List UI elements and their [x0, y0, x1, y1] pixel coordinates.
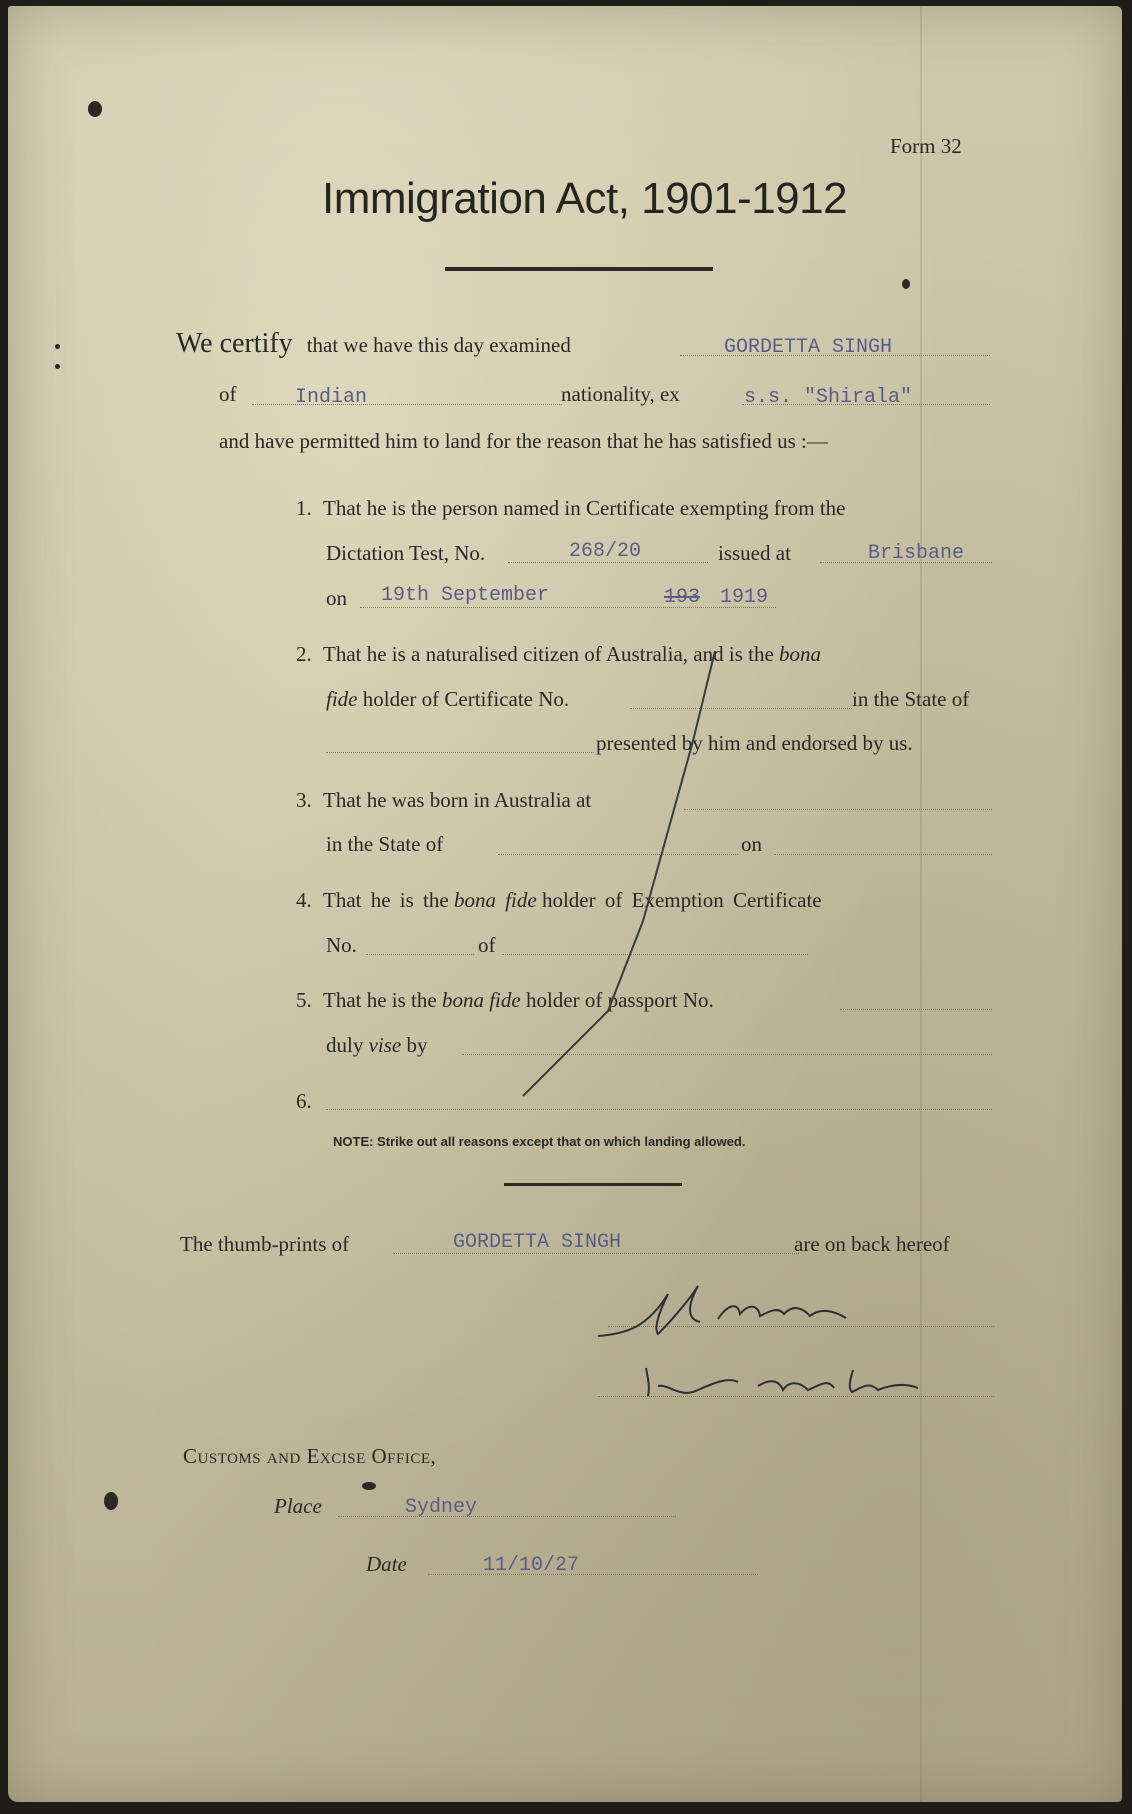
ink-speck	[55, 364, 60, 369]
intro-line-3: and have permitted him to land for the reason that he has satisfied us :—	[219, 429, 828, 453]
reason-3-number: 3.	[296, 788, 312, 812]
reason-5-by: by	[406, 1033, 428, 1057]
intro-line-2-text: nationality, ex	[561, 382, 680, 406]
fold-line	[920, 6, 922, 1802]
strike-out-line	[503, 641, 763, 1101]
passport-no-line	[840, 1009, 992, 1010]
ink-speck	[88, 101, 102, 117]
reason-2-fide: fide	[326, 687, 358, 711]
ship-field: s.s. "Shirala"	[744, 386, 913, 409]
reason-4-no: No.	[326, 933, 357, 957]
reason-1-line-1: That he is the person named in Certificate exempting from the	[323, 496, 846, 520]
title-underline	[445, 267, 713, 271]
reason-4-number: 4.	[296, 888, 312, 912]
form-number: Form 32	[890, 134, 962, 158]
date-label: Date	[366, 1552, 407, 1576]
reason-4-bona-fide: bona fide	[453, 888, 537, 912]
year-struck-out: 193	[664, 586, 701, 609]
ink-speck	[55, 344, 60, 349]
reason-2-holder-text: holder of Certificate No.	[362, 687, 570, 711]
thumb-prints-name: GORDETTA SINGH	[453, 1231, 622, 1254]
ink-speck	[362, 1482, 376, 1490]
reason-2-line-1: That he is a naturalised citizen of Australia, and is the	[323, 642, 774, 666]
born-date-line	[774, 854, 992, 855]
reason-4-line-1-c: holder of Exemption Certificate	[541, 888, 822, 912]
signature-1	[588, 1274, 888, 1344]
place-field: Sydney	[405, 1496, 478, 1519]
ink-speck	[104, 1492, 118, 1510]
on-date-field: 19th September	[381, 584, 550, 607]
reason-5-line-2	[326, 1033, 428, 1058]
reason-3-line-2-a: in the State of	[326, 832, 444, 856]
reason-2-bona: bona	[779, 642, 822, 666]
reason-2-number: 2.	[296, 642, 312, 666]
reason-2-state-text: in the State of	[852, 687, 970, 711]
we-certify: We certify	[176, 328, 293, 359]
reason-6-number: 6.	[296, 1089, 312, 1113]
place-label: Place	[274, 1494, 322, 1518]
place-line	[338, 1516, 676, 1517]
reason-1	[296, 496, 846, 521]
reason-3-on: on	[741, 832, 762, 856]
reason-4-line-1-a: That he is the	[323, 888, 449, 912]
reason-5-bona-fide: bona fide	[441, 988, 521, 1012]
reason-5-number: 5.	[296, 988, 312, 1012]
reason-1-line-2-b: issued at	[718, 541, 791, 565]
note-text: NOTE: Strike out all reasons except that on which landing allowed.	[333, 1134, 746, 1149]
signature-2	[638, 1356, 928, 1406]
exemption-no-line	[366, 954, 474, 955]
intro-line-1-text: that we have this day examined	[306, 333, 571, 357]
on-date-line	[360, 607, 776, 608]
form-sheet	[8, 6, 1122, 1802]
reason-1-on: on	[326, 586, 347, 610]
examined-name-field: GORDETTA SINGH	[724, 336, 893, 359]
thumb-prints-prefix: The thumb-prints of	[180, 1232, 350, 1256]
reason-1-number: 1.	[296, 496, 312, 520]
reason-6-line	[326, 1109, 992, 1110]
reason-5-line-1-c: holder of passport No.	[525, 988, 714, 1012]
ink-speck	[902, 279, 910, 289]
reason-4-of: of	[478, 933, 496, 957]
reason-1-line-2-a: Dictation Test, No.	[326, 541, 486, 565]
thumb-prints-suffix: are on back hereof	[794, 1232, 950, 1256]
year-field: 1919	[720, 586, 769, 609]
reason-3-line-1: That he was born in Australia at	[323, 788, 592, 812]
issued-at-field: Brisbane	[868, 542, 965, 565]
nationality-field: Indian	[295, 386, 368, 409]
page-title: Immigration Act, 1901-1912	[322, 174, 848, 223]
date-line	[428, 1574, 758, 1575]
intro-line-1	[176, 328, 571, 360]
reason-5-vise: vise	[368, 1033, 402, 1057]
of-label: of	[219, 382, 237, 406]
date-field: 11/10/27	[483, 1554, 580, 1577]
office-heading: Customs and Excise Office,	[183, 1444, 437, 1468]
reason-2-line-3: presented by him and endorsed by us.	[596, 731, 913, 755]
reason-5-duly: duly	[326, 1033, 364, 1057]
note-underline	[504, 1183, 682, 1186]
reason-5-line-1-a: That he is the	[323, 988, 437, 1012]
cert-no-field: 268/20	[569, 540, 642, 563]
